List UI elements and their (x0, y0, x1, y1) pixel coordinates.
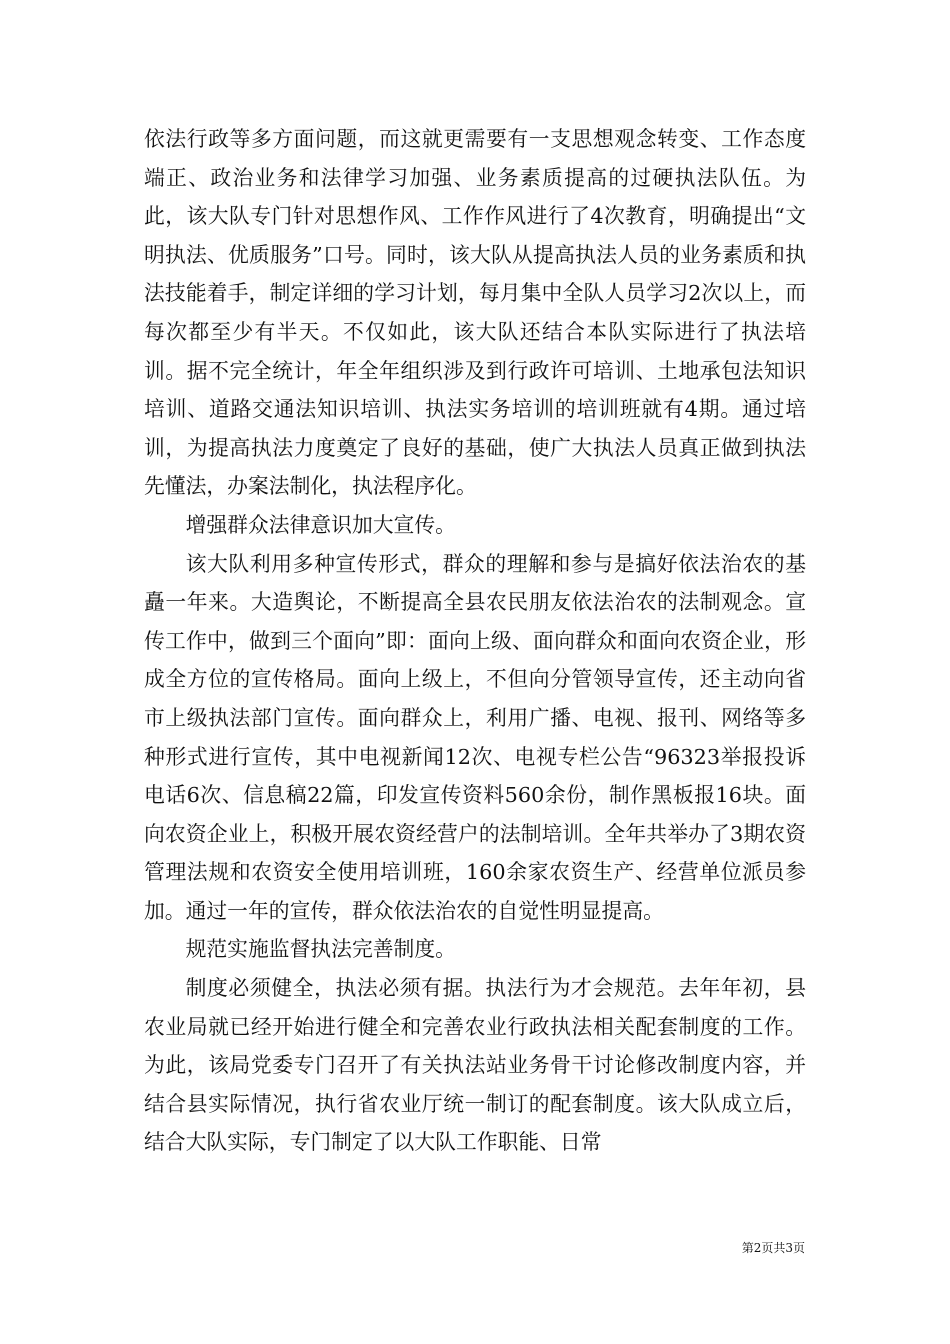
paragraph-team-training: 依法行政等多方面问题，而这就更需要有一支思想观念转变、工作态度端正、政治业务和法律学习加强、业务素质提高的过硬执法队伍。为此，该大队专门针对思想作风、工作作风进行了4次教育，明确提出“文明执法、优质服务”口号。同时，该大队从提高执法人员的业务素质和执法技能着手，制定详细的学习计划，每月集中全队人员学习2次以上，而每次都至少有半天。不仅如此，该大队还结合本队实际进行了执法培训。据不完全统计，年全年组织涉及到行政许可培训、土地承包法知识培训、道路交通法知识培训、执法实务培训的培训班就有4期。通过培训，为提高执法力度奠定了良好的基础，使广大执法人员真正做到执法先懂法，办案法制化，执法程序化。 (144, 127, 806, 499)
document-body (144, 120, 806, 1162)
heading-legal-awareness: 增强群众法律意识加大宣传。 (185, 512, 456, 537)
paragraph-system-building: 制度必须健全，执法必须有据。执法行为才会规范。去年年初，县农业局就已经开始进行健全和完善农业行政执法相关配套制度的工作。为此，该局党委专门召开了有关执法站业务骨干讨论修改制度内容，并结合县实际情况，执行省农业厅统一制订的配套制度。该大队成立后，结合大队实际，专门制定了以大队工作职能、日常 (144, 976, 806, 1155)
page-number-footer: 第2页共3页 (741, 1241, 805, 1255)
heading-supervision-system: 规范实施监督执法完善制度。 (185, 937, 456, 962)
paragraph-publicity: 该大队利用多种宣传形式，群众的理解和参与是搞好依法治农的基矗一年来。大造舆论，不断提高全县农民朋友依法治农的法制观念。宣传工作中，做到三个面向”即：面向上级、面向群众和面向农资企业，形成全方位的宣传格局。面向上级上，不但向分管领导宣传，还主动向省市上级执法部门宣传。面向群众上，利用广播、电视、报刊、网络等多种形式进行宣传，其中电视新闻12次、电视专栏公告“96323举报投诉电话6次、信息稿22篇，印发宣传资料560余份，制作黑板报16块。面向农资企业上，积极开展农资经营户的法制培训。全年共举办了3期农资管理法规和农资安全使用培训班，160余家农资生产、经营单位派员参加。通过一年的宣传，群众依法治农的自觉性明显提高。 (144, 551, 806, 923)
